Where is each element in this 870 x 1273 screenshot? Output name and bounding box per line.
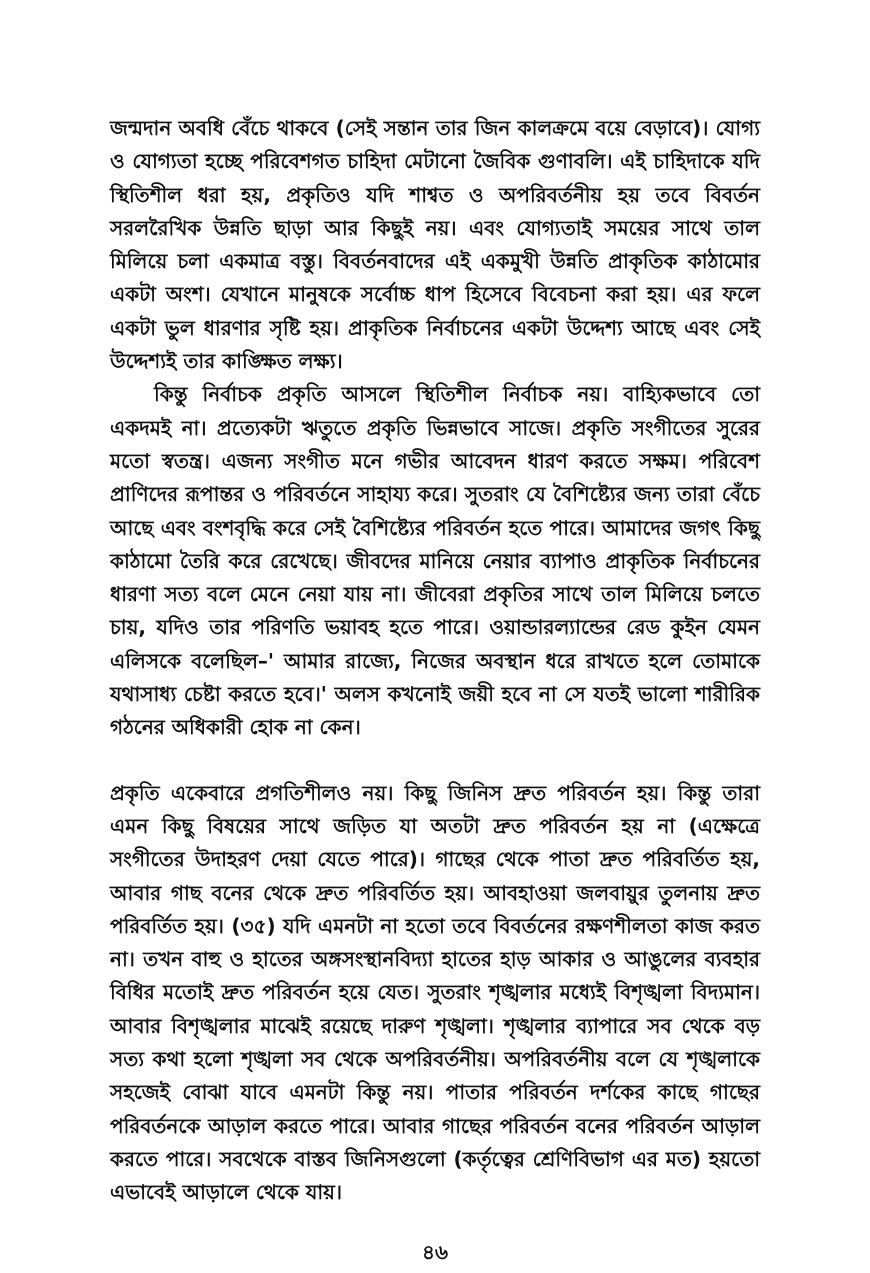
paragraph-continued: জন্মদান অবধি বেঁচে থাকবে (সেই সন্তান তার জিন কালক্রমে বয়ে বেড়াবে)। যোগ্য ও যোগ্যতা হচ্ছে পরিবেশগত চাহিদা মেটানো জৈবিক গুণাবলি। এই চাহিদাকে যদি স্থিতিশীল ধরা হয়, প্রকৃতিও যদি শাশ্বত ও অপরিবর্তনীয় হয় তবে বিবর্তন সরলরৈখিক উন্নতি ছাড়া আর কিছুই নয়। এবং যোগ্যতাই সময়ের সাথে তাল মিলিয়ে চলা একমাত্র বস্তু। বিবর্তনবাদের এই একমুখী উন্নতি প্রাকৃতিক কাঠামোর একটা অংশ। যেখানে মানুষকে সর্বোচ্চ ধাপ হিসেবে বিবেচনা করা হয়। এর ফলে একটা ভুল ধারণার সৃষ্টি হয়। প্রাকৃতিক নির্বাচনের একটা উদ্দেশ্য আছে এবং সেই উদ্দেশ্যই তার কাঙ্ক্ষিত লক্ষ্য। xyxy=(110,116,760,374)
page-number: ৪৬ xyxy=(422,1240,448,1264)
paragraph-indented: কিন্তু নির্বাচক প্রকৃতি আসলে স্থিতিশীল নির্বাচক নয়। বাহ্যিকভাবে তো একদমই না। প্রত্যেকটা ঋতুতে প্রকৃতি ভিন্নভাবে সাজে। প্রকৃতি সংগীতের সুরের মতো স্বতন্ত্র। এজন্য সংগীত মনে গভীর আবেদন ধারণ করতে সক্ষম। পরিবেশ প্রাণিদের রূপান্তর ও পরিবর্তনে সাহায্য করে। সুতরাং যে বৈশিষ্ট্যের জন্য তারা বেঁচে আছে এবং বংশবৃদ্ধি করে সেই বৈশিষ্ট্যের পরিবর্তন হতে পারে। আমাদের জগৎ কিছু কাঠামো তৈরি করে রেখেছে। জীবদের মানিয়ে নেয়ার ব্যাপাও প্রাকৃতিক নির্বাচনের ধারণা সত্য বলে মেনে নেয়া যায় না। জীবেরা প্রকৃতির সাথে তাল মিলিয়ে চলতে চায়, যদিও তার পরিণতি ভয়াবহ হতে পারে। ওয়ান্ডারল্যান্ডের রেড কুইন যেমন এলিসকে বলেছিল–' আমার রাজ্যে, নিজের অবস্থান ধরে রাখতে হলে তোমাকে যথাসাধ্য চেষ্টা করতে হবে।' অলস কখনোই জয়ী হবে না সে যতই ভালো শারীরিক গঠনের অধিকারী হোক না কেন। xyxy=(110,382,760,740)
paragraph: প্রকৃতি একেবারে প্রগতিশীলও নয়। কিছু জিনিস দ্রুত পরিবর্তন হয়। কিন্তু তারা এমন কিছু বিষয়ের সাথে জড়িত যা অতটা দ্রুত পরিবর্তন হয় না (এক্ষেত্রে সংগীতের উদাহরণ দেয়া যেতে পারে)। গাছের থেকে পাতা দ্রুত পরিবর্তিত হয়, আবার গাছ বনের থেকে দ্রুত পরিবর্তিত হয়। আবহাওয়া জলবায়ুর তুলনায় দ্রুত পরিবর্তিত হয়। (৩৫) যদি এমনটা না হতো তবে বিবর্তনের রক্ষণশীলতা কাজ করত না। তখন বাহু ও হাতের অঙ্গসংস্থানবিদ্যা হাতের হাড় আকার ও আঙুলের ব্যবহার বিধির মতোই দ্রুত পরিবর্তন হয়ে যেত। সুতরাং শৃঙ্খলার মধ্যেই বিশৃঙ্খলা বিদ্যমান। আবার বিশৃঙ্খলার মাঝেই রয়েছে দারুণ শৃঙ্খলা। শৃঙ্খলার ব্যাপারে সব থেকে বড় সত্য কথা হলো শৃঙ্খলা সব থেকে অপরিবর্তনীয়। অপরিবর্তনীয় বলে যে শৃঙ্খলাকে সহজেই বোঝা যাবে এমনটা কিন্তু নয়। পাতার পরিবর্তন দর্শকের কাছে গাছের পরিবর্তনকে আড়াল করতে পারে। আবার গাছের পরিবর্তন বনের পরিবর্তন আড়াল করতে পারে। সবথেকে বাস্তব জিনিসগুলো (কর্তৃত্বের শ্রেণিবিভাগ এর মত) হয়তো এভাবেই আড়ালে থেকে যায়। xyxy=(110,780,760,1205)
page-body xyxy=(110,112,760,1210)
